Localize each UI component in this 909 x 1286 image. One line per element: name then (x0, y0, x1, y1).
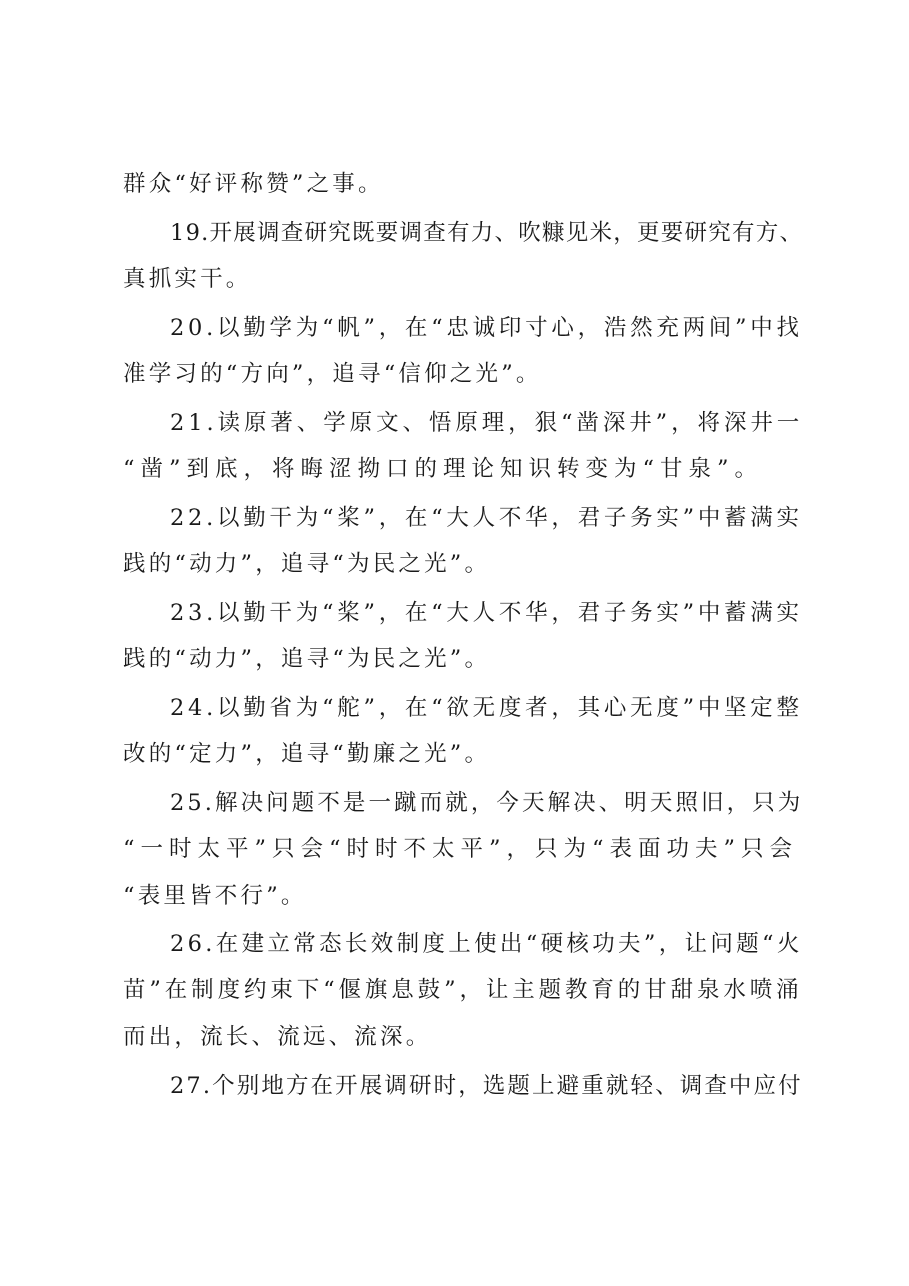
paragraph-26-start: 26.在建立常态长效制度上使出“硬核功夫”，让问题“火 (170, 931, 803, 957)
text-line: 改的“定力”，追寻“勤廉之光”。 (123, 741, 491, 767)
paragraph-20-start: 20.以勤学为“帆”，在“忠诚印寸心，浩然充两间”中找 (170, 315, 803, 341)
paragraph-19-start: 19.开展调查研究既要调查有力、吹糠见米，更要研究有方、 (170, 220, 804, 246)
paragraph-25-start: 25.解决问题不是一蹴而就，今天解决、明天照旧，只为 (170, 790, 804, 816)
text-line: 准学习的“方向”，追寻“信仰之光”。 (123, 361, 542, 387)
paragraph-22-start: 22.以勤干为“桨”，在“大人不华，君子务实”中蓄满实 (170, 505, 803, 531)
paragraph-21-start: 21.读原著、学原文、悟原理，狠“凿深井”，将深井一 (170, 410, 804, 436)
text-line: “凿”到底，将晦涩拗口的理论知识转变为“甘泉”。 (123, 456, 764, 482)
document-page (123, 0, 803, 1286)
paragraph-27-start: 27.个别地方在开展调研时，选题上避重就轻、调查中应付 (170, 1073, 803, 1099)
paragraph-24-start: 24.以勤省为“舵”，在“欲无度者，其心无度”中坚定整 (170, 695, 803, 721)
text-line: 践的“动力”，追寻“为民之光”。 (123, 646, 491, 672)
text-line: 践的“动力”，追寻“为民之光”。 (123, 551, 491, 577)
text-line: “一时太平”只会“时时不太平”，只为“表面功夫”只会 (123, 836, 799, 862)
text-line: 群众“好评称赞”之事。 (123, 171, 384, 197)
text-line: 真抓实干。 (123, 266, 252, 292)
paragraph-23-start: 23.以勤干为“桨”，在“大人不华，君子务实”中蓄满实 (170, 600, 803, 626)
text-line: 苗”在制度约束下“偃旗息鼓”，让主题教育的甘甜泉水喷涌 (123, 977, 803, 1003)
text-line: 而出，流长、流远、流深。 (123, 1024, 432, 1050)
text-line: “表里皆不行”。 (123, 883, 307, 909)
